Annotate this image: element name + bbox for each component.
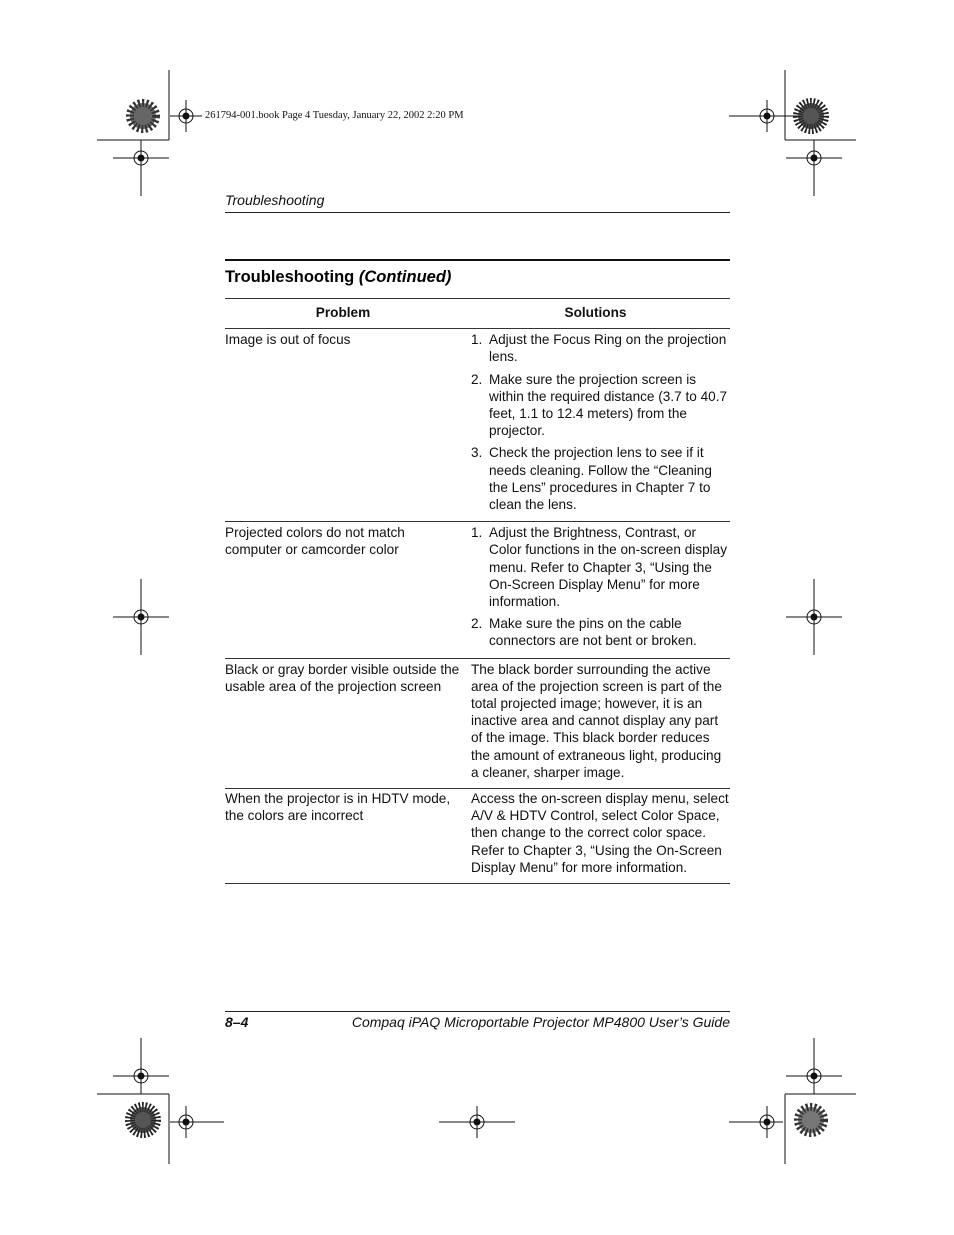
table-title xyxy=(225,268,451,287)
solution-steps xyxy=(471,524,730,649)
guide-title: Compaq iPAQ Microportable Projector MP4800 User’s Guide xyxy=(351,1014,730,1030)
solution-step: 1. Adjust the Brightness, Contrast, or Color functions in the on-screen display menu. Refer to Chapter 3, “Using the On-Screen Display Menu” for more information. xyxy=(471,525,728,610)
solution-cell: The black border surrounding the active area of the projection screen is part of the total projected image; however, it is an inactive area and cannot display any part of the image. This black border reduces the amount of extraneous light, producing a cleaner, sharper image. xyxy=(461,658,730,788)
running-head: Troubleshooting xyxy=(225,192,325,208)
footer-rule xyxy=(225,1011,730,1012)
solution-step: 2. Make sure the projection screen is within the required distance (3.7 to 40.7 feet, 1.1 to 12.4 meters) from the projector. xyxy=(471,371,728,439)
table-row xyxy=(225,789,730,884)
solutions-cell xyxy=(461,329,730,522)
solution-cell: Access the on-screen display menu, select A/V & HDTV Control, select Color Space, then change to the correct color space. Refer to Chapter 3, “Using the On-Screen Display Menu” for more information. xyxy=(461,789,730,884)
solution-step: 2. Make sure the pins on the cable connectors are not bent or broken. xyxy=(471,616,697,649)
column-header-problem: Problem xyxy=(225,299,461,329)
solution-step: 3. Check the projection lens to see if it needs cleaning. Follow the “Cleaning the Lens” procedures in Chapter 7 to clean the lens. xyxy=(471,445,712,513)
problem-cell: When the projector is in HDTV mode, the colors are incorrect xyxy=(225,789,461,884)
header-rule xyxy=(225,212,730,213)
table-title-suffix: (Continued) xyxy=(358,268,452,286)
table-title-text: Troubleshooting xyxy=(225,268,355,286)
solutions-cell xyxy=(461,522,730,658)
table-row xyxy=(225,329,730,522)
table-row xyxy=(225,522,730,658)
table-top-rule xyxy=(225,259,730,261)
problem-cell: Black or gray border visible outside the usable area of the projection screen xyxy=(225,658,461,788)
solution-step: 1. Adjust the Focus Ring on the projection lens. xyxy=(471,332,727,365)
table-header-row xyxy=(225,299,730,329)
table-row xyxy=(225,658,730,788)
troubleshooting-table xyxy=(225,298,730,884)
problem-cell: Image is out of focus xyxy=(225,329,461,522)
problem-cell: Projected colors do not match computer or camcorder color xyxy=(225,522,461,658)
print-info: 261794-001.book Page 4 Tuesday, January 22, 2002 2:20 PM xyxy=(205,110,464,121)
solution-steps xyxy=(471,331,730,513)
column-header-solutions: Solutions xyxy=(461,299,730,329)
page-number: 8–4 xyxy=(225,1014,249,1030)
